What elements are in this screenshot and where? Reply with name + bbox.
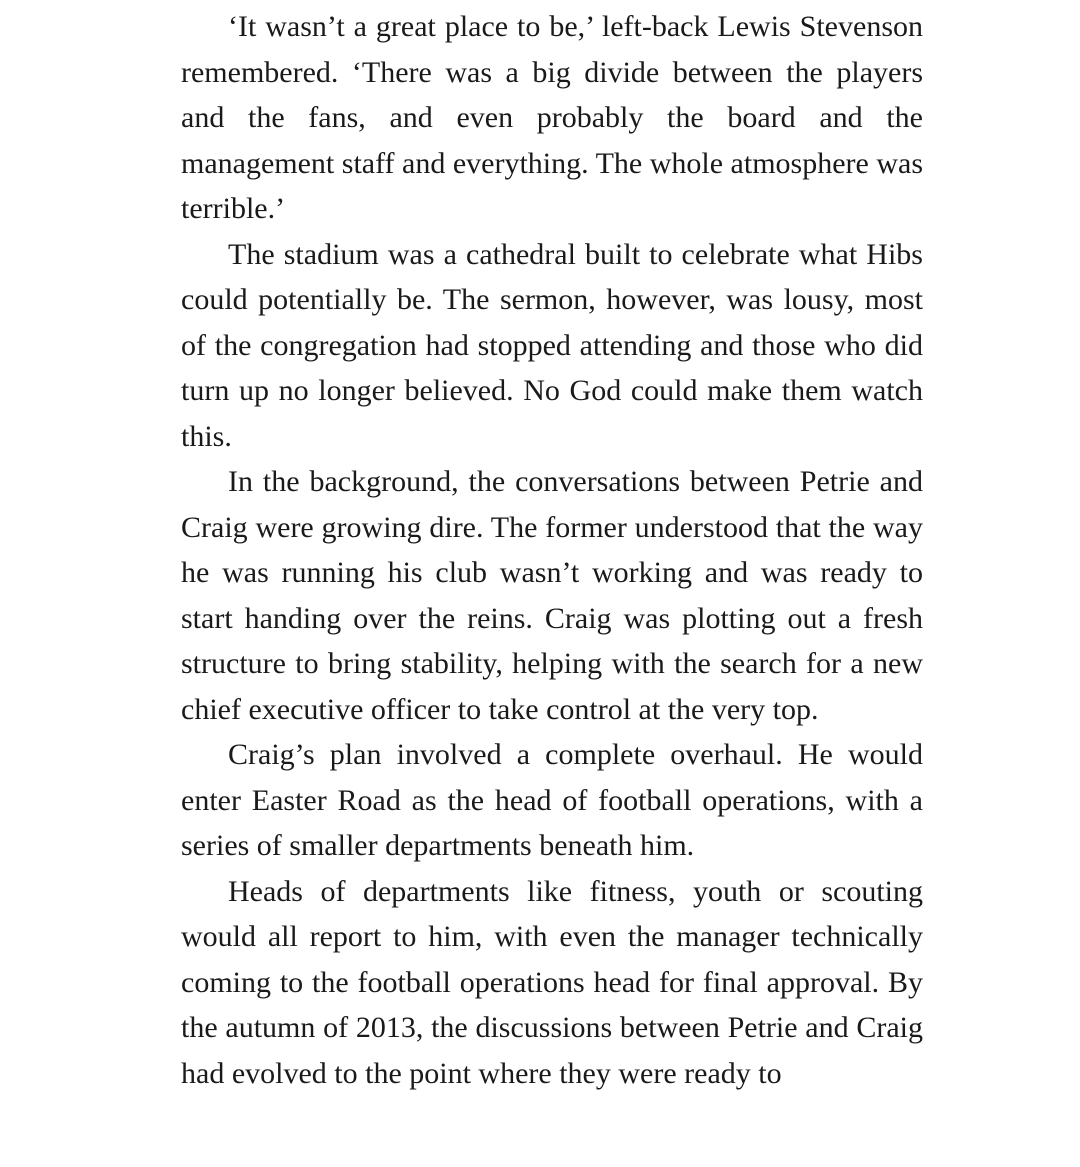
book-page — [181, 4, 923, 1096]
paragraph-4: Craig’s plan involved a complete overhaul. He would enter Easter Road as the head of football operations, with a series of smaller departments beneath him. — [181, 738, 923, 862]
paragraph-3: In the background, the conversations between Petrie and Craig were growing dire. The former understood that the way he was running his club wasn’t working and was ready to start handing over the reins. Craig was plotting out a fresh structure to bring stability, helping with the search for a new chief executive officer to take control at the very top. — [181, 465, 923, 726]
paragraph-5: Heads of departments like fitness, youth or scouting would all report to him, with even the manager technically coming to the football operations head for final approval. By the autumn of 2013, the discussions between Petrie and Craig had evolved to the point where they were ready to — [181, 874, 923, 1090]
paragraph-1: ‘It wasn’t a great place to be,’ left-back Lewis Stevenson remembered. ‘There was a big divide between the players and the fans, and even probably the board and the management staff and everything. The whole atmosphere was terrible.’ — [181, 10, 923, 225]
paragraph-2: The stadium was a cathedral built to celebrate what Hibs could potentially be. The sermon, however, was lousy, most of the congregation had stopped attending and those who did turn up no longer believed. No God could make them watch this. — [181, 237, 923, 453]
